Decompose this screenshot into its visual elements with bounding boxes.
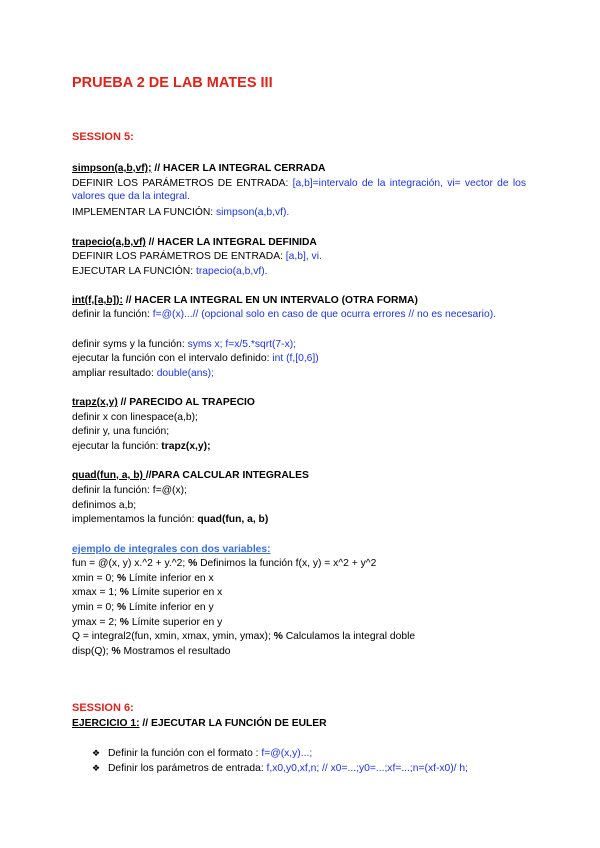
int-execute bbox=[72, 352, 319, 365]
int-syms-label: definir syms y la función: bbox=[72, 339, 188, 350]
code-percent: % bbox=[188, 558, 198, 569]
int-define-label: definir la función: bbox=[72, 309, 153, 320]
simpson-params-value: [a,b]=intervalo de la integración, vi= vector de los valores que da la integral. bbox=[72, 178, 526, 202]
int-expand-value: double(ans); bbox=[156, 368, 214, 379]
example-code-line bbox=[72, 572, 214, 585]
simpson-implement-value: simpson(a,b,vf). bbox=[216, 207, 290, 218]
code-text: xmin = 0; bbox=[72, 573, 117, 584]
trapz-comment: // PARECIDO AL TRAPECIO bbox=[117, 397, 255, 408]
int-expand-label: ampliar resultado: bbox=[72, 368, 157, 379]
code-percent: % bbox=[119, 587, 129, 598]
ejercicio-label: EJERCICIO 1: bbox=[72, 718, 140, 729]
code-comment: Límite inferior en y bbox=[126, 602, 214, 613]
int-func: int(f,[a,b]): bbox=[72, 295, 123, 306]
trapz-line-2: definir y, una función; bbox=[72, 426, 170, 437]
int-execute-value: int (f,[0,6]) bbox=[272, 353, 319, 364]
trapz-line-3 bbox=[72, 440, 211, 453]
example-link[interactable]: ejemplo de integrales con dos variables: bbox=[72, 544, 271, 555]
trapecio-params bbox=[72, 250, 322, 263]
quad-func: quad(fun, a, b) bbox=[72, 470, 146, 481]
trapz-func: trapz(x,y) bbox=[72, 397, 118, 408]
bullet-item bbox=[108, 762, 468, 775]
bullet-value: f=@(x,y)...; bbox=[261, 748, 313, 759]
simpson-heading bbox=[72, 162, 325, 175]
quad-implement-value: quad(fun, a, b) bbox=[197, 514, 269, 525]
simpson-params-label: DEFINIR LOS PARÁMETROS DE ENTRADA: bbox=[72, 178, 293, 189]
trapz-heading bbox=[72, 396, 255, 409]
trapz-execute-label: ejecutar la función: bbox=[72, 441, 162, 452]
example-code-line bbox=[72, 586, 222, 599]
quad-line-2: definimos a,b; bbox=[72, 500, 137, 511]
int-comment: // HACER LA INTEGRAL EN UN INTERVALO (OTRA FORMA) bbox=[122, 295, 418, 306]
code-percent: % bbox=[119, 617, 129, 628]
int-heading bbox=[72, 294, 418, 307]
code-percent: % bbox=[116, 573, 127, 584]
ejercicio-comment: // EJECUTAR LA FUNCIÓN DE EULER bbox=[139, 718, 327, 729]
page-title: PRUEBA 2 DE LAB MATES III bbox=[72, 75, 273, 91]
example-code-line bbox=[72, 645, 231, 658]
ejercicio-heading bbox=[72, 717, 327, 730]
bullet-item bbox=[108, 747, 312, 760]
int-syms-value: syms x; f=x/5.*sqrt(7-x); bbox=[187, 339, 297, 350]
simpson-implement-label: IMPLEMENTAR LA FUNCIÓN: bbox=[72, 207, 216, 218]
simpson-implement bbox=[72, 206, 289, 219]
session-5-heading: SESSION 5: bbox=[72, 131, 134, 143]
trapecio-execute bbox=[72, 265, 268, 278]
simpson-params bbox=[72, 177, 526, 203]
trapecio-params-label: DEFINIR LOS PARÁMETROS DE ENTRADA: bbox=[72, 251, 286, 262]
code-percent: % bbox=[273, 631, 283, 642]
int-expand bbox=[72, 367, 214, 380]
trapz-execute-value: trapz(x,y); bbox=[161, 441, 211, 452]
trapz-line-1: definir x con linespace(a,b); bbox=[72, 412, 198, 423]
example-code-line bbox=[72, 616, 222, 629]
quad-comment: //PARA CALCULAR INTEGRALES bbox=[145, 470, 309, 481]
simpson-func: simpson(a,b,vf); bbox=[72, 163, 152, 174]
quad-line-1: definir la función: f=@(x); bbox=[72, 485, 187, 496]
code-comment: Definimos la función f(x, y) = x^2 + y^2 bbox=[197, 558, 377, 569]
bullet-label: Definir los parámetros de entrada: bbox=[108, 763, 267, 774]
code-percent: % bbox=[111, 646, 121, 657]
bullet-value: f,x0,y0,xf,n; // x0=...;y0=...;xf=...;n=(xf-x0)/ h; bbox=[266, 763, 468, 774]
trapecio-params-value: [a,b], vi. bbox=[285, 251, 322, 262]
code-percent: % bbox=[116, 602, 127, 613]
code-comment: Límite superior en y bbox=[128, 617, 223, 628]
code-text: fun = @(x, y) x.^2 + y.^2; bbox=[72, 558, 189, 569]
simpson-comment: // HACER LA INTEGRAL CERRADA bbox=[151, 163, 326, 174]
code-comment: Calculamos la integral doble bbox=[282, 631, 416, 642]
diamond-bullet-icon: ❖ bbox=[92, 748, 101, 758]
trapecio-comment: // HACER LA INTEGRAL DEFINIDA bbox=[145, 237, 317, 248]
code-text: ymin = 0; bbox=[72, 602, 117, 613]
trapecio-heading bbox=[72, 236, 317, 249]
int-define-value: f=@(x)...// (opcional solo en caso de que ocurra errores // no es necesario). bbox=[152, 309, 496, 320]
int-define bbox=[72, 308, 526, 321]
code-text: Q = integral2(fun, xmin, xmax, ymin, ymax); bbox=[72, 631, 274, 642]
example-code-line bbox=[72, 601, 214, 614]
quad-heading bbox=[72, 469, 309, 482]
int-execute-label: ejecutar la función con el intervalo definido: bbox=[72, 353, 273, 364]
example-code-line bbox=[72, 557, 376, 570]
trapecio-func: trapecio(a,b,vf) bbox=[72, 237, 146, 248]
session-6-heading: SESSION 6: bbox=[72, 702, 134, 714]
code-text: xmax = 1; bbox=[72, 587, 120, 598]
int-syms bbox=[72, 338, 296, 351]
quad-line-3 bbox=[72, 513, 268, 526]
trapecio-execute-label: EJECUTAR LA FUNCIÓN: bbox=[72, 266, 196, 277]
trapecio-execute-value: trapecio(a,b,vf). bbox=[195, 266, 268, 277]
quad-implement-label: implementamos la función: bbox=[72, 514, 198, 525]
code-comment: Límite superior en x bbox=[128, 587, 223, 598]
code-text: disp(Q); bbox=[72, 646, 112, 657]
code-comment: Mostramos el resultado bbox=[120, 646, 231, 657]
code-text: ymax = 2; bbox=[72, 617, 120, 628]
example-code-line bbox=[72, 630, 415, 643]
bullet-label: Definir la función con el formato : bbox=[108, 748, 262, 759]
diamond-bullet-icon: ❖ bbox=[92, 763, 101, 773]
code-comment: Límite inferior en x bbox=[126, 573, 214, 584]
